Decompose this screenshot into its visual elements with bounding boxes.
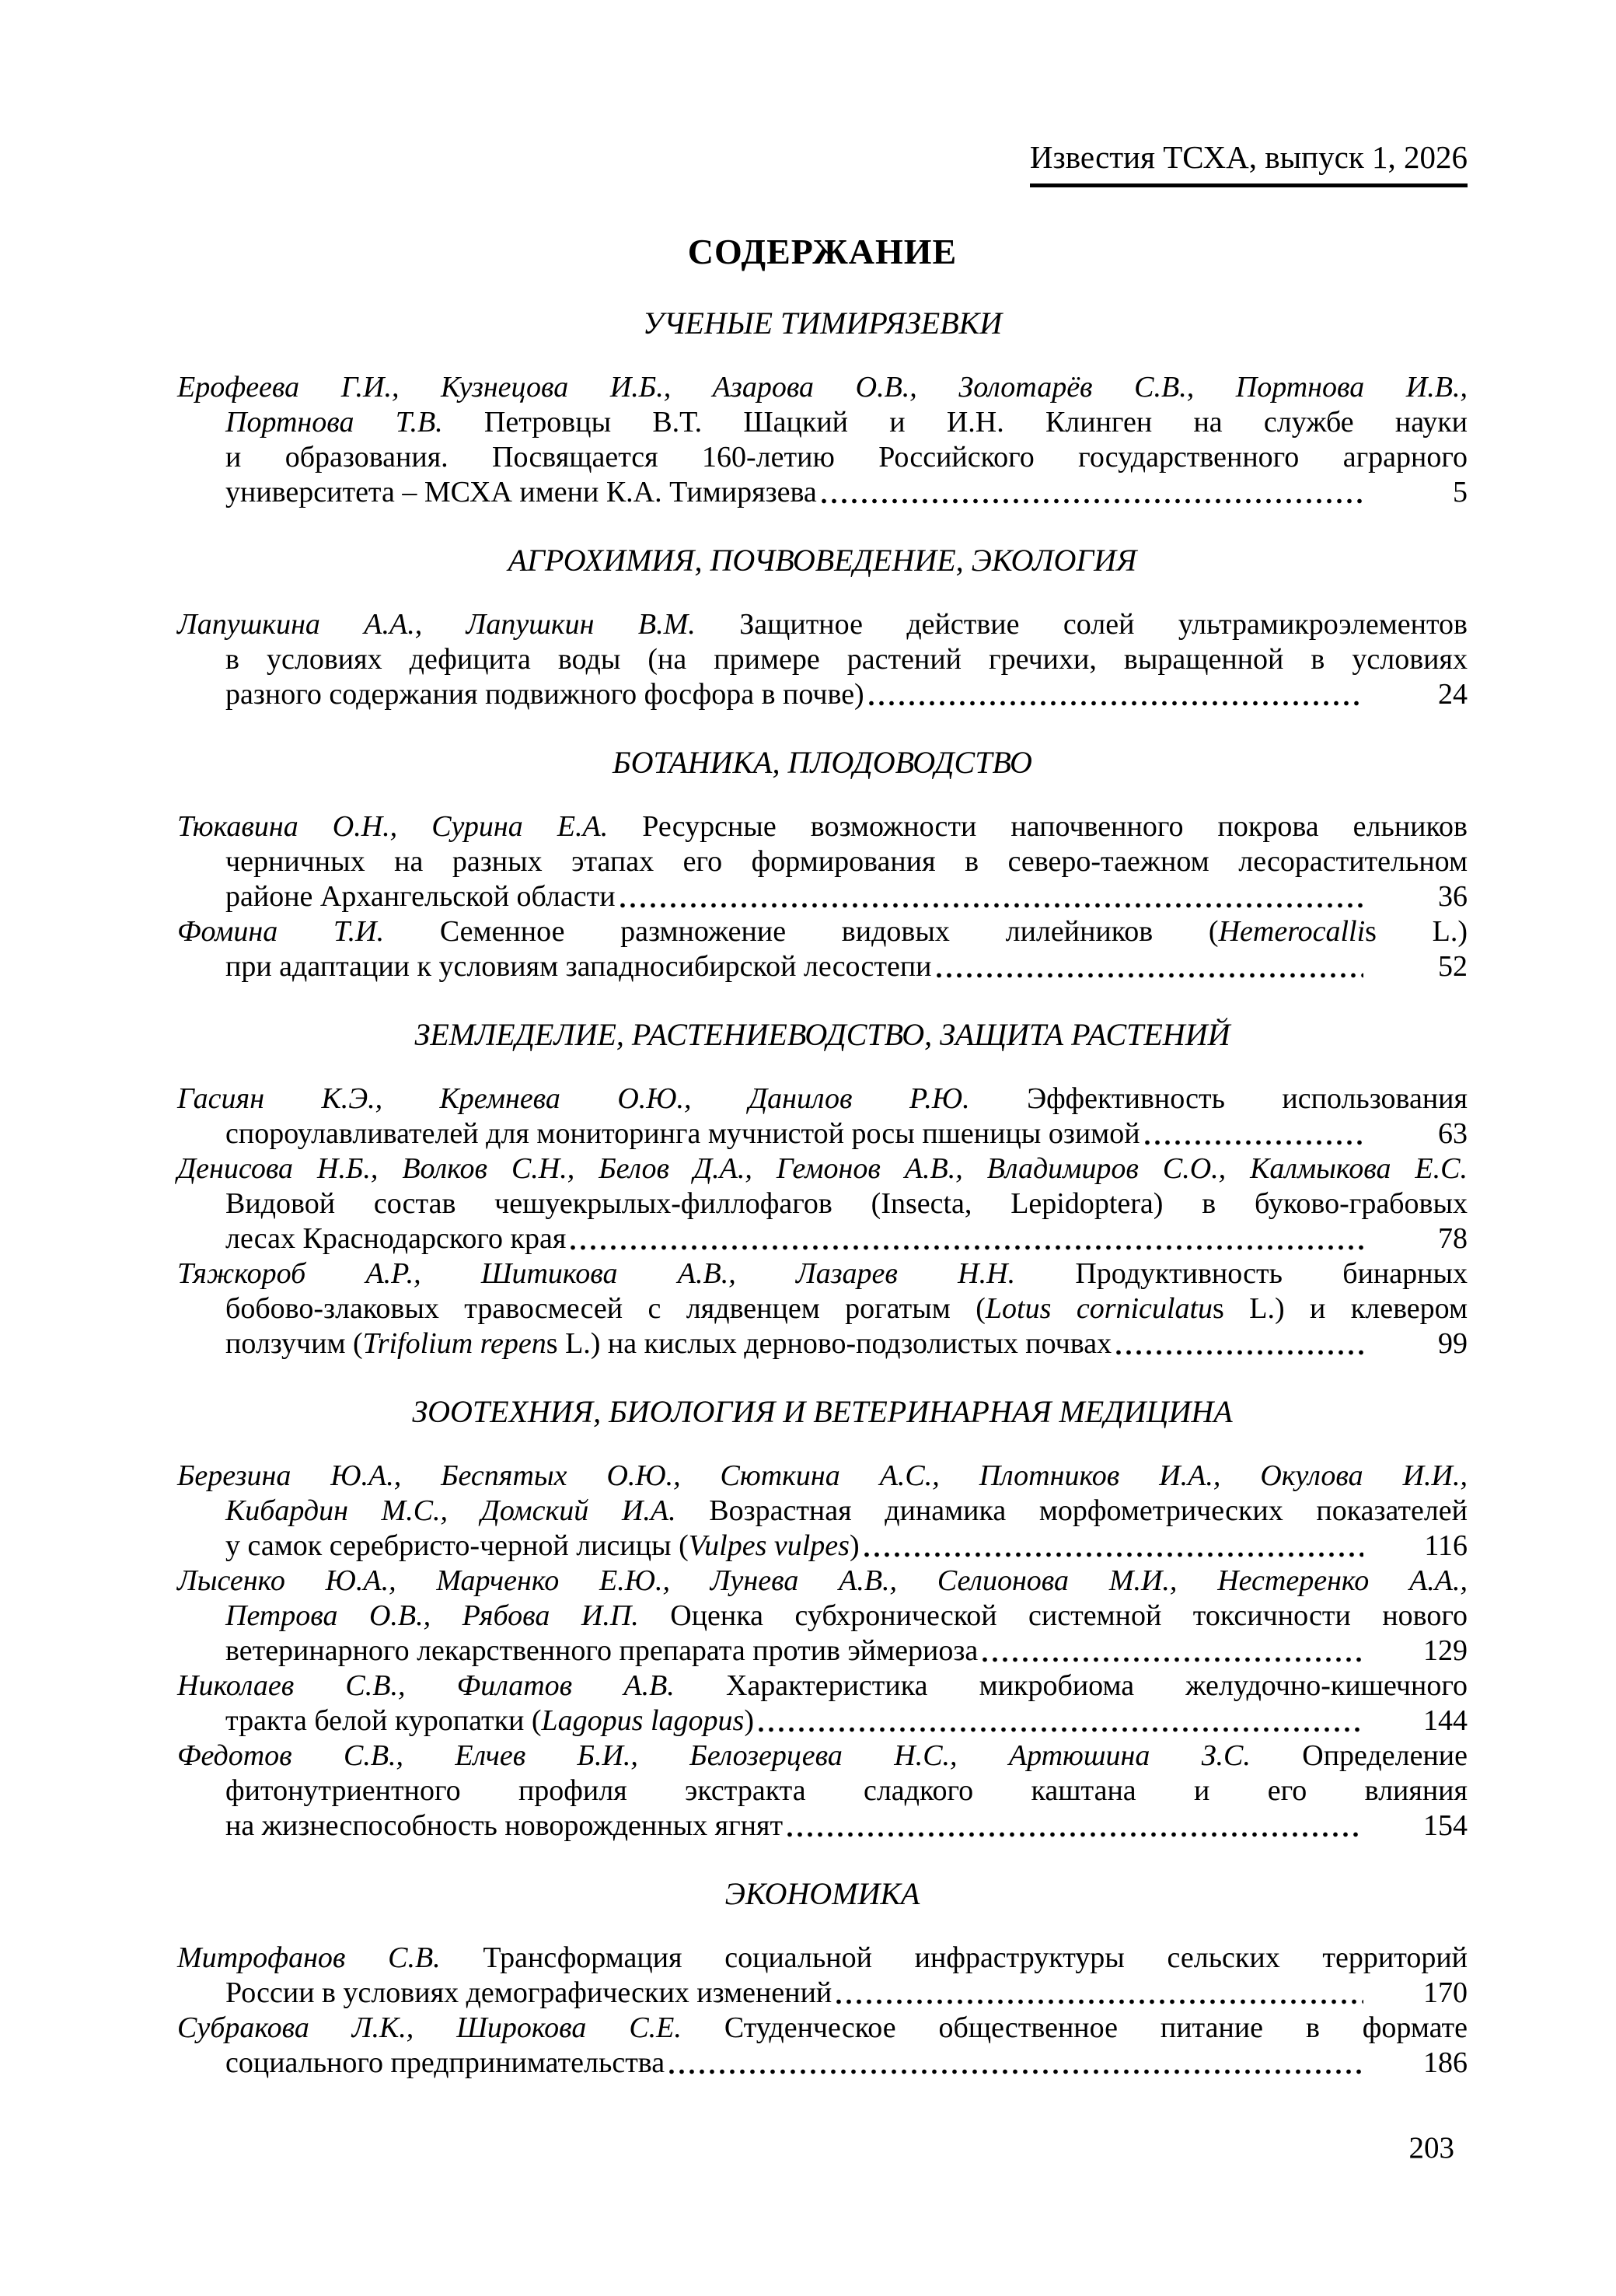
toc-line <box>177 2046 1468 2081</box>
toc-line <box>177 1326 1468 1361</box>
title-segment: Трансформация социальной инфраструктуры сельских территорий <box>483 1941 1468 1974</box>
title-segment: бобово-злаковых травосмесей с лядвенцем рогатым ( <box>225 1292 986 1325</box>
page-ref: 129 <box>1423 1634 1468 1667</box>
toc-line <box>177 405 1468 440</box>
toc-line <box>177 2011 1468 2046</box>
toc-line <box>177 1221 1468 1256</box>
toc-line-text <box>225 475 817 510</box>
title-segment: Семенное размножение видовых лилейников ( <box>439 915 1219 948</box>
section-heading: УЧЕНЫЕ ТИМИРЯЗЕВКИ <box>642 306 1003 341</box>
toc-line-text <box>225 1117 1140 1151</box>
author-or-latin-segment: Hemerocalli <box>1218 915 1366 948</box>
author-or-latin-segment: Субракова Л.К., Широкова С.Е. <box>177 2011 724 2044</box>
author-or-latin-segment: Гасиян К.Э., Кремнева О.Ю., Данилов Р.Ю. <box>177 1082 1028 1115</box>
toc-line-text <box>225 406 1468 439</box>
toc-line-text <box>177 1082 1468 1115</box>
dot-leader <box>787 1808 1363 1843</box>
title-segment: Студенческое общественное питание в формате <box>724 2011 1468 2044</box>
title-segment: районе Архангельской области <box>225 880 616 913</box>
section-heading: ЗООТЕХНИЯ, БИОЛОГИЯ И ВЕТЕРИНАРНАЯ МЕДИЦИНА <box>412 1394 1233 1429</box>
toc-line <box>177 1151 1468 1186</box>
dot-leader <box>836 1976 1363 2011</box>
section-heading: БОТАНИКА, ПЛОДОВОДСТВО <box>613 745 1032 780</box>
author-or-latin-segment: Митрофанов С.В. <box>177 1941 483 1974</box>
author-or-latin-segment: Кибардин М.С., Домский И.А. <box>225 1494 710 1527</box>
title-segment: s L.) <box>1365 915 1468 948</box>
toc-line-text <box>177 2011 1468 2044</box>
author-or-latin-segment: Тяжкороб А.Р., Шитикова А.В., Лазарев Н.Н. <box>177 1257 1076 1290</box>
toc-entry <box>177 914 1468 984</box>
toc-entry <box>177 1669 1468 1739</box>
toc-line-text <box>177 1739 1468 1772</box>
author-or-latin-segment: Lagopus lagopus <box>541 1704 745 1737</box>
toc-line <box>177 1186 1468 1221</box>
toc-line-text <box>225 949 932 984</box>
toc-line-text <box>225 441 1468 474</box>
toc-line <box>177 1669 1468 1704</box>
title-segment: Возрастная динамика морфометрических показателей <box>709 1494 1468 1527</box>
toc-line <box>177 677 1468 712</box>
section-heading: АГРОХИМИЯ, ПОЧВОВЕДЕНИЕ, ЭКОЛОГИЯ <box>508 543 1137 578</box>
page-ref: 99 <box>1438 1327 1468 1360</box>
toc-entry <box>177 1459 1468 1564</box>
toc-line-text <box>225 1976 832 2011</box>
toc-line <box>177 879 1468 914</box>
toc-line-text <box>177 1669 1468 1702</box>
toc-line-text <box>177 1459 1468 1492</box>
title-segment: ) <box>744 1704 754 1737</box>
toc-line-text <box>225 1326 1112 1361</box>
title-segment: Петровцы В.Т. Шацкий и И.Н. Клинген на службе науки <box>483 406 1468 439</box>
toc-line-text <box>225 879 616 914</box>
author-or-latin-segment: Trifolium repen <box>362 1327 546 1360</box>
toc-line-text <box>225 1634 978 1669</box>
toc-line <box>177 1117 1468 1151</box>
page-ref: 24 <box>1438 678 1468 711</box>
dot-leader <box>864 1529 1363 1564</box>
title-segment: s L.) и клевером <box>1213 1292 1468 1325</box>
toc-line <box>177 1459 1468 1494</box>
author-or-latin-segment: Лысенко Ю.А., Марченко Е.Ю., Лунева А.В., Селионова М.И., Нестеренко А.А., <box>177 1564 1468 1597</box>
dot-leader <box>620 879 1363 914</box>
toc-entry <box>177 1256 1468 1361</box>
toc-line <box>177 1564 1468 1599</box>
toc-entry <box>177 1739 1468 1843</box>
page-ref: 186 <box>1423 2046 1468 2079</box>
content-area <box>177 0 1468 2081</box>
toc-entry <box>177 1082 1468 1151</box>
toc-line <box>177 1634 1468 1669</box>
toc-line <box>177 1256 1468 1291</box>
toc-line-text <box>177 608 1468 641</box>
page-ref: 5 <box>1453 476 1468 508</box>
author-or-latin-segment: Lotus corniculatu <box>985 1292 1213 1325</box>
toc-line-text <box>225 1292 1468 1325</box>
author-or-latin-segment: Фомина Т.И. <box>177 915 440 948</box>
page-ref: 144 <box>1423 1704 1468 1737</box>
author-or-latin-segment: Ерофеева Г.И., Кузнецова И.Б., Азарова О.В., Золотарёв С.В., Портнова И.В., <box>177 371 1468 404</box>
title-segment: социального предпринимательства <box>225 2046 665 2079</box>
author-or-latin-segment: Федотов С.В., Елчев Б.И., Белозерцева Н.С., Артюшина З.С. <box>177 1739 1303 1772</box>
title-segment: университета – МСХА имени К.А. Тимирязева <box>225 476 817 508</box>
title-segment: при адаптации к условиям западносибирской лесостепи <box>225 950 932 983</box>
toc-line-text <box>225 2046 665 2081</box>
toc-line <box>177 1529 1468 1564</box>
toc-line-text <box>225 1529 860 1564</box>
toc-line <box>177 1291 1468 1326</box>
page-ref: 63 <box>1438 1117 1468 1150</box>
section-heading: ЭКОНОМИКА <box>724 1876 920 1911</box>
toc-line-text <box>177 1941 1468 1974</box>
toc-entry <box>177 370 1468 510</box>
title-segment: Ресурсные возможности напочвенного покрова ельников <box>642 810 1468 843</box>
toc-line-text <box>177 371 1468 404</box>
title-segment: в условиях дефицита воды (на примере растений гречихи, выращенной в условиях <box>225 643 1468 676</box>
title-segment: России в условиях демографических изменений <box>225 1976 832 2009</box>
author-or-latin-segment: Денисова Н.Б., Волков С.Н., Белов Д.А., Гемонов А.В., Владимиров С.О., Калмыкова Е.С. <box>177 1152 1468 1185</box>
title-segment: спороулавливателей для мониторинга мучнистой росы пшеницы озимой <box>225 1117 1140 1150</box>
toc-entry <box>177 2011 1468 2081</box>
toc-line <box>177 914 1468 949</box>
page-ref: 36 <box>1438 880 1468 913</box>
author-or-latin-segment: Тюкавина О.Н., Сурина Е.А. <box>177 810 643 843</box>
author-or-latin-segment: Березина Ю.А., Беспятых О.Ю., Сюткина А.С., Плотников И.А., Окулова И.И., <box>177 1459 1468 1492</box>
toc-entry <box>177 1941 1468 2011</box>
toc-line <box>177 607 1468 642</box>
toc-line-text <box>225 845 1468 878</box>
dot-leader <box>571 1221 1363 1256</box>
dot-leader <box>669 2046 1363 2081</box>
dot-leader <box>1116 1326 1363 1361</box>
toc-line <box>177 1976 1468 2011</box>
title-segment: ) <box>849 1529 860 1562</box>
author-or-latin-segment: Vulpes vulpes <box>688 1529 850 1562</box>
toc-entry <box>177 1564 1468 1669</box>
title-segment: ветеринарного лекарственного препарата против эймериоза <box>225 1634 979 1667</box>
toc-line-text <box>225 1221 566 1256</box>
toc-line <box>177 370 1468 405</box>
title-segment: у самок серебристо-черной лисицы ( <box>225 1529 689 1562</box>
toc-line <box>177 1941 1468 1976</box>
title-segment: Характеристика микробиома желудочно-кишечного <box>725 1669 1468 1702</box>
toc-line-text <box>225 1704 754 1739</box>
toc-sections <box>177 304 1468 2081</box>
toc-line <box>177 440 1468 475</box>
page-ref: 52 <box>1438 950 1468 983</box>
toc-line <box>177 1739 1468 1774</box>
toc-title: СОДЕРЖАНИЕ <box>687 232 958 271</box>
title-segment: ползучим ( <box>225 1327 363 1360</box>
page-ref: 170 <box>1423 1976 1468 2009</box>
title-segment: Эффективность использования <box>1027 1082 1468 1115</box>
toc-line-text <box>177 1564 1468 1597</box>
toc-line-text <box>177 1152 1468 1185</box>
title-segment: черничных на разных этапах его формирования в северо-таежном лесорастительном <box>225 845 1468 878</box>
section-heading: ЗЕМЛЕДЕЛИЕ, РАСТЕНИЕВОДСТВО, ЗАЩИТА РАСТЕНИЙ <box>414 1017 1230 1052</box>
title-segment: Видовой состав чешуекрылых-филлофагов (Insecta, Lepidoptera) в буково-грабовых <box>225 1187 1468 1220</box>
title-segment: s L.) на кислых дерново-подзолистых почвах <box>546 1327 1112 1360</box>
author-or-latin-segment: Портнова Т.В. <box>225 406 484 439</box>
toc-line <box>177 1082 1468 1117</box>
toc-line <box>177 1774 1468 1808</box>
page-ref: 116 <box>1424 1529 1468 1562</box>
title-segment: лесах Краснодарского края <box>225 1222 567 1255</box>
author-or-latin-segment: Николаев С.В., Филатов А.В. <box>177 1669 726 1702</box>
toc-line-text <box>225 1774 1468 1807</box>
dot-leader <box>937 949 1363 984</box>
dot-leader <box>759 1704 1363 1739</box>
title-segment: фитонутриентного профиля экстракта сладкого каштана и его влияния <box>225 1774 1468 1807</box>
toc-line <box>177 642 1468 677</box>
toc-line-text <box>225 1808 783 1843</box>
toc-line-text <box>225 1599 1468 1632</box>
title-segment: Продуктивность бинарных <box>1075 1257 1468 1290</box>
title-segment: Оценка субхронической системной токсичности нового <box>670 1599 1468 1632</box>
toc-entry <box>177 809 1468 914</box>
author-or-latin-segment: Петрова О.В., Рябова И.П. <box>225 1599 671 1632</box>
toc-line-text <box>225 643 1468 676</box>
title-segment: тракта белой куропатки ( <box>225 1704 542 1737</box>
folio-page-number: 203 <box>1408 2131 1454 2165</box>
toc-line-text <box>177 1257 1468 1290</box>
dot-leader <box>1145 1117 1363 1151</box>
toc-line-text <box>225 1494 1468 1527</box>
title-segment: Защитное действие солей ультрамикроэлементов <box>739 608 1468 641</box>
dot-leader <box>869 677 1363 712</box>
toc-line-text <box>177 915 1468 948</box>
toc-line <box>177 1494 1468 1529</box>
page-ref: 154 <box>1423 1809 1468 1842</box>
toc-line <box>177 949 1468 984</box>
toc-line <box>177 1704 1468 1739</box>
journal-header-text: Известия ТСХА, выпуск 1, 2026 <box>1030 138 1468 187</box>
dot-leader <box>983 1634 1363 1669</box>
toc-entry <box>177 1151 1468 1256</box>
toc-line <box>177 844 1468 879</box>
toc-line <box>177 1599 1468 1634</box>
title-segment: на жизнеспособность новорожденных ягнят <box>225 1809 784 1842</box>
dot-leader <box>822 475 1363 510</box>
toc-line <box>177 809 1468 844</box>
title-segment: и образования. Посвящается 160-летию Российского государственного аграрного <box>225 441 1468 474</box>
toc-line-text <box>177 810 1468 843</box>
journal-header <box>177 0 1468 187</box>
toc-line-text <box>225 1187 1468 1220</box>
title-segment: Определение <box>1302 1739 1468 1772</box>
toc-line-text <box>225 677 864 712</box>
toc-entry <box>177 607 1468 712</box>
toc-line <box>177 475 1468 510</box>
page-ref: 78 <box>1438 1222 1468 1255</box>
author-or-latin-segment: Лапушкина А.А., Лапушкин В.М. <box>177 608 740 641</box>
title-segment: разного содержания подвижного фосфора в почве) <box>225 678 864 711</box>
toc-line <box>177 1808 1468 1843</box>
